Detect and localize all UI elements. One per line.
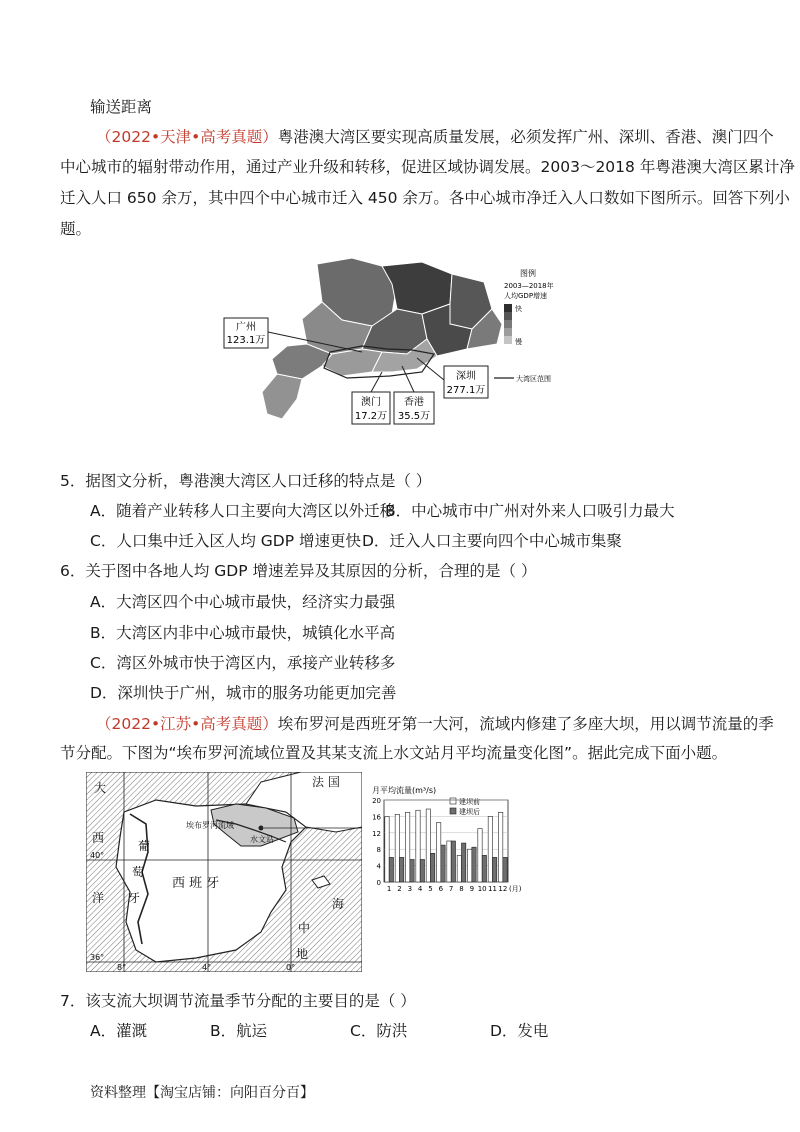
legend-title: 图例 (520, 269, 536, 278)
y-tick-label: 16 (372, 813, 381, 822)
legend-swatch-3 (504, 320, 512, 328)
bar-before-10 (478, 829, 482, 882)
q7-option-c[interactable]: C．防洪 (350, 1022, 408, 1040)
bar-after-9 (472, 847, 476, 882)
chart-title: 月平均流量(m³/s) (372, 786, 437, 795)
legend-subtitle: 2003—2018年 (504, 282, 554, 290)
q5-option-a[interactable]: A．随着产业转移人口主要向大湾区以外迁移 (90, 502, 396, 520)
bar-after-11 (493, 857, 497, 882)
label-lat-40: 40° (90, 851, 105, 860)
label-france: 法 国 (312, 775, 340, 789)
passage-1-line-2: 中心城市的辐射带动作用，通过产业升级和转移，促进区域协调发展。2003～2018 年粤港澳大湾区累计净 (60, 158, 795, 176)
legend-slow: 慢 (515, 338, 522, 346)
q6-option-d[interactable]: D．深圳快于广州，城市的服务功能更加完善 (90, 684, 397, 702)
source-tag-tianjin: （2022•天津•高考真题） (96, 128, 278, 146)
label-sea-di: 地 (296, 947, 309, 961)
passage-2-line-2: 节分配。下图为“埃布罗河流域位置及其某支流上水文站月平均流量变化图”。据此完成下面小题。 (60, 744, 728, 762)
bar-before-9 (467, 849, 471, 882)
gba-map-figure (222, 254, 560, 434)
guangzhou-value: 123.1万 (226, 335, 266, 346)
bar-before-7 (447, 841, 451, 882)
q5-stem: 5．据图文分析，粤港澳大湾区人口迁移的特点是（ ） (60, 472, 432, 490)
bar-after-2 (400, 857, 404, 882)
y-tick-label: 4 (376, 862, 381, 871)
flow-chart-figure (362, 784, 522, 900)
ebro-basin-map-figure (86, 772, 362, 972)
label-lon-4w: 4° (202, 963, 212, 972)
x-tick-label: 7 (448, 885, 454, 893)
bar-after-5 (431, 853, 435, 882)
macau-label: 澳门 (361, 397, 381, 408)
macau-value: 17.2万 (354, 411, 388, 422)
q7-stem: 7．该支流大坝调节流量季节分配的主要目的是（ ） (60, 992, 416, 1010)
label-ocean: 洋 (92, 891, 105, 905)
bar-before-6 (436, 823, 440, 882)
bar-before-4 (416, 810, 420, 882)
x-tick-label: 5 (428, 885, 433, 893)
bar-before-3 (405, 812, 409, 882)
monthly-flow-chart (362, 784, 522, 900)
legend-swatch-1 (504, 304, 512, 312)
shenzhen-value: 277.1万 (446, 385, 486, 396)
q5-option-b[interactable]: B．中心城市中广州对外来人口吸引力最大 (385, 502, 675, 520)
bar-before-1 (385, 816, 389, 882)
y-tick-label: 8 (376, 846, 381, 855)
source-tag-jiangsu: （2022•江苏•高考真题） (96, 715, 278, 733)
q6-option-b[interactable]: B．大湾区内非中心城市最快，城镇化水平高 (90, 624, 396, 642)
hongkong-value: 35.5万 (397, 411, 431, 422)
bar-before-11 (488, 816, 492, 882)
label-big: 大 (94, 781, 107, 795)
q7-option-a[interactable]: A．灌溉 (90, 1022, 148, 1040)
bar-after-4 (420, 859, 424, 882)
x-tick-label: 12 (498, 885, 508, 893)
guangzhou-label: 广州 (236, 322, 256, 333)
intro-tail-text: 输送距离 (90, 98, 153, 116)
bar-after-6 (441, 845, 445, 882)
label-station: 水文站 (250, 835, 274, 844)
bar-before-2 (395, 814, 399, 882)
x-tick-label: 1 (386, 885, 392, 893)
bar-before-5 (426, 809, 430, 882)
y-tick-label: 20 (372, 797, 381, 805)
q7-option-d[interactable]: D．发电 (490, 1022, 549, 1040)
shenzhen-label: 深圳 (456, 371, 476, 382)
q7-option-b[interactable]: B．航运 (210, 1022, 268, 1040)
bar-after-8 (462, 843, 466, 882)
legend-swatch-after (450, 808, 456, 814)
legend-subtitle-2: 人均GDP增速 (504, 292, 548, 300)
label-sea-zhong: 中 (298, 921, 311, 935)
q6-stem: 6．关于图中各地人均 GDP 增速差异及其原因的分析，合理的是（ ） (60, 562, 537, 580)
label-lat-36: 36° (90, 953, 105, 962)
legend-swatch-5 (504, 336, 512, 344)
x-tick-label: 3 (407, 885, 413, 893)
legend-swatch-before (450, 798, 456, 804)
label-lon-8w: 8° (117, 963, 127, 972)
bar-after-3 (410, 859, 414, 882)
x-tick-label: 4 (417, 885, 423, 893)
label-basin: 埃布罗河流域 (186, 821, 234, 830)
label-portugal-2: 萄 (132, 865, 145, 879)
legend-label-before: 建坝前 (459, 798, 480, 806)
bar-before-8 (457, 855, 461, 882)
footer-credit: 资料整理【淘宝店铺：向阳百分百】 (90, 1085, 314, 1101)
bar-after-1 (389, 857, 393, 882)
legend-swatch-2 (504, 312, 512, 320)
label-west: 西 (92, 831, 105, 845)
q6-option-a[interactable]: A．大湾区四个中心城市最快，经济实力最强 (90, 593, 396, 611)
label-lon-0: 0° (286, 963, 296, 972)
passage-2-line-1 (96, 713, 774, 735)
x-tick-label: 10 (477, 885, 487, 893)
passage-1-text-1: 粤港澳大湾区要实现高质量发展，必须发挥广州、深圳、香港、澳门四个 (277, 128, 774, 146)
legend-label-after: 建坝后 (459, 808, 480, 816)
iberia-map (86, 772, 362, 972)
station-marker (259, 826, 264, 831)
bar-after-10 (482, 855, 486, 882)
label-portugal-3: 牙 (128, 891, 141, 905)
label-portugal-1: 葡 (138, 839, 151, 853)
passage-1-line-4: 题。 (60, 220, 92, 238)
q5-option-c[interactable]: C．人口集中迁入区人均 GDP 增速更快 (90, 532, 361, 550)
x-tick-label: 8 (459, 885, 464, 893)
label-sea-hai: 海 (332, 897, 345, 911)
q5-option-d[interactable]: D．迁入人口主要向四个中心城市集聚 (362, 532, 622, 550)
gba-map (222, 254, 560, 434)
passage-1-line-1 (96, 126, 774, 148)
x-tick-label: 6 (438, 885, 444, 893)
bar-before-12 (498, 812, 502, 882)
label-spain: 西 班 牙 (172, 876, 220, 891)
legend-swatch-4 (504, 328, 512, 336)
bar-after-12 (503, 857, 507, 882)
legend-fast: 快 (515, 305, 522, 313)
bar-after-7 (451, 841, 455, 882)
x-tick-label: 2 (397, 885, 402, 893)
passage-1-line-3: 迁入人口 650 余万，其中四个中心城市迁入 450 余万。各中心城市净迁入人口数如下图所示。回答下列小 (60, 189, 790, 207)
x-axis-label: (月) (509, 885, 522, 893)
passage-2-text-1: 埃布罗河是西班牙第一大河，流域内修建了多座大坝，用以调节流量的季 (277, 715, 774, 733)
x-tick-label: 9 (469, 885, 475, 893)
x-tick-label: 11 (488, 885, 497, 893)
y-tick-label: 12 (372, 829, 381, 838)
y-tick-label: 0 (376, 879, 381, 887)
legend-boundary-label: 大湾区范围 (516, 375, 551, 383)
q6-option-c[interactable]: C．湾区外城市快于湾区内，承接产业转移多 (90, 654, 396, 672)
hongkong-label: 香港 (404, 397, 424, 408)
